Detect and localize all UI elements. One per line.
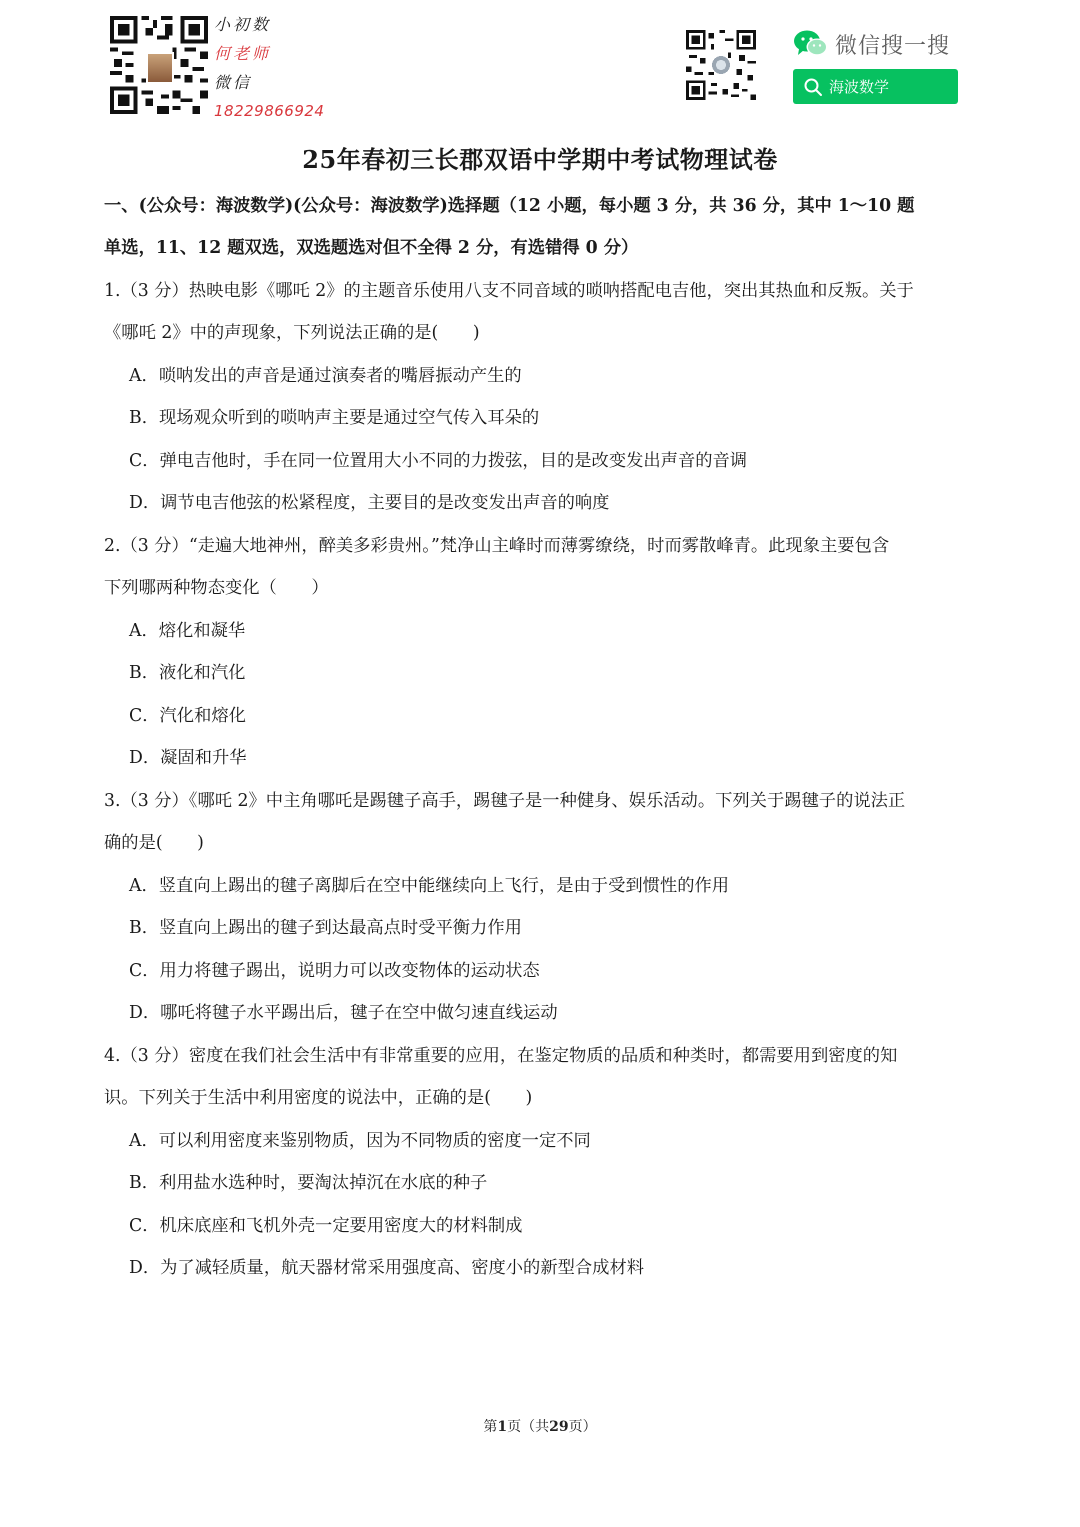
footer-page-number: 1 [497,1419,508,1435]
question-2-option-d: D．凝固和升华 [129,748,247,768]
question-2-option-a: A．熔化和凝华 [129,621,246,641]
question-4-stem-line-1: 4.（3 分）密度在我们社会生活中有非常重要的应用，在鉴定物质的品质和种类时，都需要用到密度的知 [104,1046,898,1066]
search-term: 海波数学 [829,78,890,96]
contact-info [214,10,324,126]
question-4-option-b: B．利用盐水选种时，要淘汰掉沉在水底的种子 [129,1173,488,1193]
question-3-option-c: C．用力将毽子踢出，说明力可以改变物体的运动状态 [129,961,540,981]
question-4-option-d: D．为了减轻质量，航天器材常采用强度高、密度小的新型合成材料 [129,1258,645,1278]
wechat-icon [793,29,829,59]
search-icon [803,77,823,97]
question-2-option-b: B．液化和汽化 [129,663,246,683]
question-1-stem-line-1: 1.（3 分）热映电影《哪吒 2》的主题音乐使用八支不同音域的唢呐搭配电吉他，突出其热血和反叛。关于 [104,281,914,301]
footer-prefix: 第 [483,1419,498,1435]
wechat-search-qr-code [686,30,756,100]
contact-line-2: 何老师 [214,44,272,63]
contact-line-3: 微信 [214,73,253,92]
contact-phone: 18229866924 [214,102,325,120]
question-3-option-d: D．哪吒将毽子水平踢出后，毽子在空中做匀速直线运动 [129,1003,558,1023]
question-1-option-c: C．弹电吉他时，手在同一位置用大小不同的力拨弦，目的是改变发出声音的音调 [129,451,748,471]
wechat-search-box[interactable] [793,69,958,104]
section-heading-line-2: 单选，11、12 题双选，双选题选对但不全得 2 分，有选错得 0 分） [104,238,639,258]
question-3-stem-line-2: 确的是( ) [104,833,204,853]
contact-line-1: 小初数 [214,15,272,34]
question-1-option-b: B．现场观众听到的唢呐声主要是通过空气传入耳朵的 [129,408,540,428]
question-4-option-c: C．机床底座和飞机外壳一定要用密度大的材料制成 [129,1216,523,1236]
question-1-stem-line-2: 《哪吒 2》中的声现象，下列说法正确的是( ) [104,323,480,343]
question-2-stem-line-2: 下列哪两种物态变化（ ） [104,578,329,598]
document-title: 25年春初三长郡双语中学期中考试物理试卷 [302,145,778,174]
footer-total-pages: 29 [549,1419,569,1435]
wechat-search-brand [793,26,950,62]
section-heading-line-1: 一、(公众号：海波数学)(公众号：海波数学)选择题（12 小题，每小题 3 分，共 36 分，其中 1～10 题 [104,196,915,216]
footer-suffix: 页） [568,1419,597,1435]
question-1-option-a: A．唢呐发出的声音是通过演奏者的嘴唇振动产生的 [129,366,522,386]
footer-middle: 页（共 [507,1419,550,1435]
question-3-stem-line-1: 3.（3 分）《哪吒 2》中主角哪吒是踢毽子高手，踢毽子是一种健身、娱乐活动。下列关于踢毽子的说法正 [104,791,906,811]
question-2-option-c: C．汽化和熔化 [129,706,246,726]
question-3-option-a: A．竖直向上踢出的毽子离脚后在空中能继续向上飞行，是由于受到惯性的作用 [129,876,730,896]
question-3-option-b: B．竖直向上踢出的毽子到达最高点时受平衡力作用 [129,918,522,938]
page-footer [0,1416,1080,1436]
question-4-stem-line-2: 识。下列关于生活中利用密度的说法中，正确的是( ) [104,1088,533,1108]
question-4-option-a: A．可以利用密度来鉴别物质，因为不同物质的密度一定不同 [129,1131,591,1151]
question-2-stem-line-1: 2.（3 分）“走遍大地神州，醉美多彩贵州。”梵净山主峰时而薄雾缭绕，时而雾散峰青。此现象主要包含 [104,536,890,556]
wechat-search-title: 微信搜一搜 [835,33,951,59]
teacher-avatar [146,52,174,84]
question-1-option-d: D．调节电吉他弦的松紧程度，主要目的是改变发出声音的响度 [129,493,610,513]
